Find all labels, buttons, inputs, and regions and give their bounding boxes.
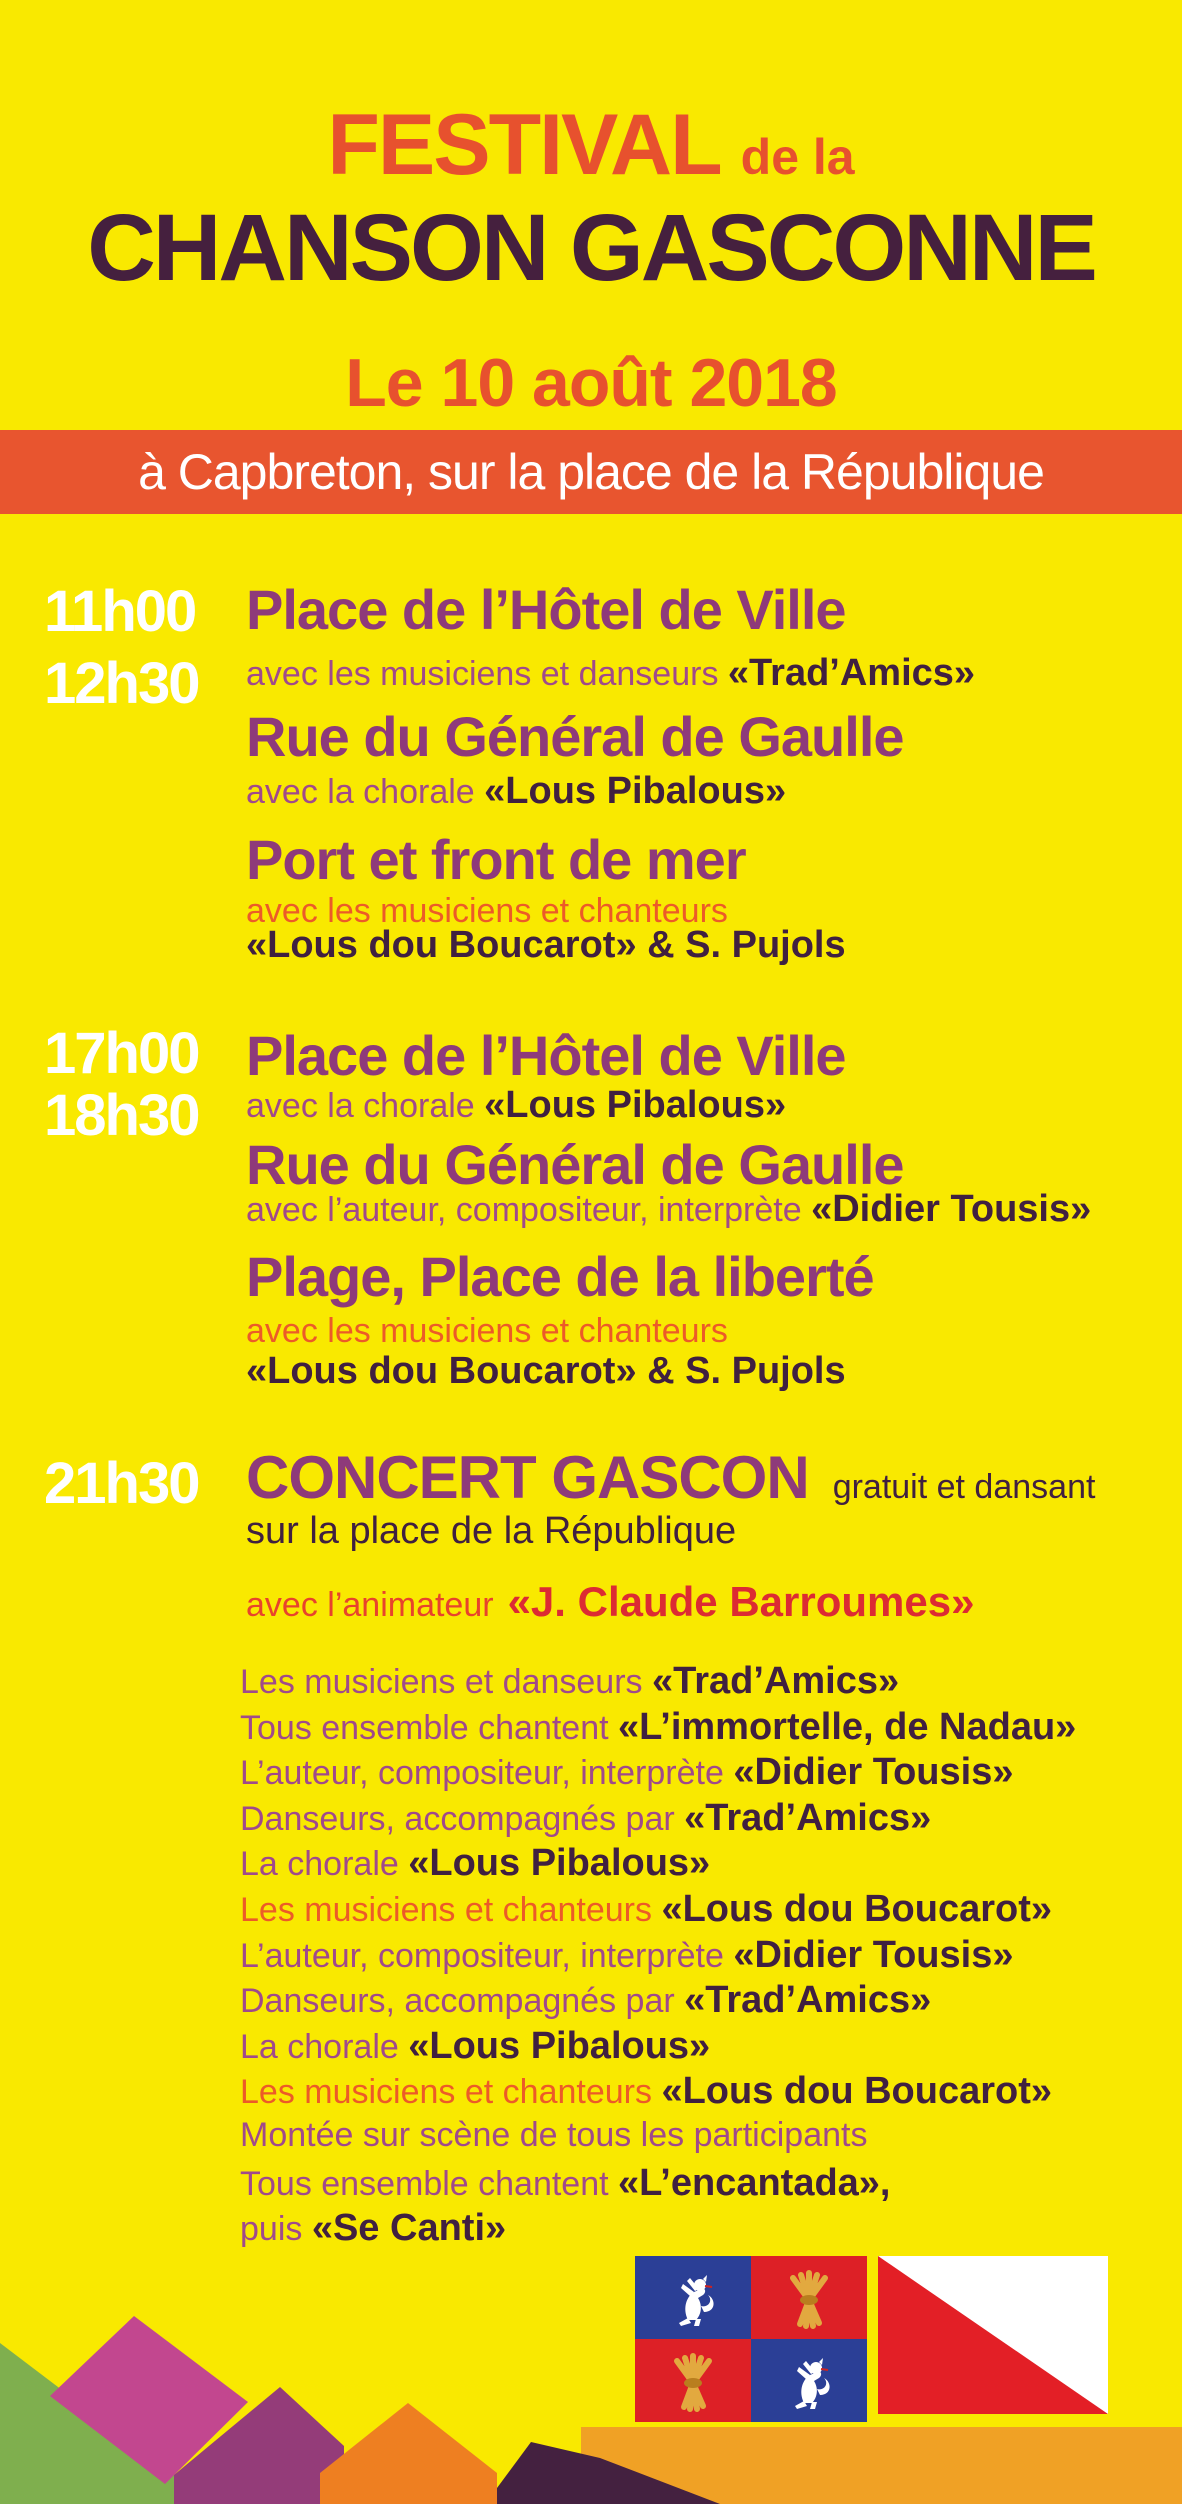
session-time-start: 17h00	[44, 1021, 199, 1086]
credit-label: avec la chorale	[246, 1087, 485, 1125]
location-banner-text: à Capbreton, sur la place de la République	[138, 444, 1044, 500]
location-banner	[0, 430, 1182, 514]
host-label: avec l’animateur	[246, 1586, 494, 1624]
concert-host-line	[246, 1578, 974, 1626]
lineup-name: «Trad’Amics»	[684, 1796, 932, 1839]
session-time-21h30: 21h30	[44, 1451, 199, 1516]
venue-heading: Rue du Général de Gaulle	[246, 1133, 904, 1196]
title-word-festival: FESTIVAL	[327, 97, 721, 193]
session-time-end: 12h30	[44, 651, 199, 716]
lineup-row	[240, 1751, 1013, 1794]
credit-label: avec les musiciens et chanteurs	[246, 1312, 728, 1350]
concert-location: sur la place de la République	[246, 1510, 737, 1552]
credit-name: «Lous dou Boucarot» & S. Pujols	[246, 1350, 846, 1392]
lineup-row	[240, 1888, 1052, 1931]
session-time-end: 18h30	[44, 1083, 199, 1148]
lineup-name: «Trad’Amics»	[684, 1979, 932, 2022]
lineup-label: La chorale	[240, 2027, 409, 2066]
venue-heading: Place de l’Hôtel de Ville	[246, 1024, 846, 1087]
red-white-diagonal-flag-icon	[878, 2256, 1108, 2414]
event-credit-name	[246, 924, 846, 967]
lineup-label: L’auteur, compositeur, interprète	[240, 1754, 734, 1793]
lineup-row	[240, 1797, 931, 1840]
lineup-row	[240, 2070, 1052, 2113]
lineup-row	[240, 2025, 710, 2068]
event-credit-label	[246, 1312, 728, 1351]
lineup-row	[240, 1842, 710, 1885]
lineup-name: «L’encantada»,	[618, 2161, 891, 2204]
lineup-row	[240, 2162, 891, 2205]
lineup-name: «Trad’Amics»	[651, 1660, 900, 1702]
credit-name: «Lous Pibalous»	[484, 770, 787, 812]
concert-tagline: gratuit et dansant	[832, 1468, 1096, 1506]
venue-heading: Port et front de mer	[246, 828, 746, 891]
event-credit	[246, 1188, 1091, 1231]
lineup-label: Danseurs, accompagnés par	[240, 1799, 685, 1838]
lineup-label: Les musiciens et chanteurs	[240, 1891, 662, 1929]
credit-name: «Lous Pibalous»	[484, 1084, 787, 1126]
credit-name: «Lous dou Boucarot» & S. Pujols	[246, 924, 846, 966]
lineup-name: «Lous Pibalous»	[408, 2024, 711, 2067]
credit-label: avec les musiciens et danseurs	[246, 655, 728, 693]
lineup-label: Les musiciens et danseurs	[240, 1663, 652, 1701]
lineup-label: La chorale	[240, 1845, 409, 1884]
gascony-flag-icon	[635, 2256, 867, 2422]
lineup-row	[240, 1706, 1076, 1749]
title-word-de-la: de la	[740, 129, 855, 185]
credit-label: avec l’auteur, compositeur, interprète	[246, 1191, 812, 1229]
orange-house-shape	[320, 2403, 497, 2504]
venue-heading: Plage, Place de la liberté	[246, 1245, 874, 1308]
venue-heading: Place de l’Hôtel de Ville	[246, 578, 846, 641]
lineup-label: Tous ensemble chantent	[240, 2164, 619, 2203]
lineup-row	[240, 1660, 899, 1703]
lineup-name: «Lous Pibalous»	[408, 1842, 711, 1885]
credit-name: «Didier Tousis»	[811, 1188, 1092, 1230]
lineup-name: «Lous dou Boucarot»	[661, 2070, 1053, 2113]
concert-heading	[246, 1443, 1095, 1512]
lineup-name: «Lous dou Boucarot»	[661, 1888, 1053, 1930]
event-credit	[246, 770, 786, 813]
poster-title-line2: CHANSON GASCONNE	[87, 195, 1095, 301]
host-name: «J. Claude Barroumes»	[507, 1578, 975, 1625]
lineup-label: Danseurs, accompagnés par	[240, 1982, 685, 2021]
lineup-label: Tous ensemble chantent	[240, 1708, 619, 1747]
credit-label: avec la chorale	[246, 773, 485, 811]
lineup-label: puis	[240, 2210, 312, 2249]
credit-name: «Trad’Amics»	[727, 652, 976, 694]
lineup-row	[240, 1979, 931, 2022]
lineup-name: «L’immortelle, de Nadau»	[618, 1705, 1077, 1748]
lineup-label: L’auteur, compositeur, interprète	[240, 1936, 734, 1975]
lineup-name: «Didier Tousis»	[733, 1751, 1014, 1794]
credit-label: avec les musiciens et chanteurs	[246, 892, 728, 930]
event-credit-name	[246, 1350, 846, 1393]
lineup-label: Les musiciens et chanteurs	[240, 2073, 662, 2112]
concert-title: CONCERT GASCON	[246, 1444, 809, 1511]
session-time-start: 11h00	[44, 579, 196, 644]
poster-title	[0, 96, 1182, 195]
lineup-label: Montée sur scène de tous les participants	[240, 2116, 868, 2154]
event-credit	[246, 652, 975, 695]
lineup-name: «Didier Tousis»	[733, 1933, 1014, 1976]
venue-heading: Rue du Général de Gaulle	[246, 705, 904, 768]
lineup-name: «Se Canti»	[311, 2207, 507, 2250]
lineup-row	[240, 1934, 1013, 1977]
event-date: Le 10 août 2018	[345, 345, 837, 421]
lineup-row	[240, 2116, 867, 2155]
event-credit	[246, 1084, 786, 1127]
